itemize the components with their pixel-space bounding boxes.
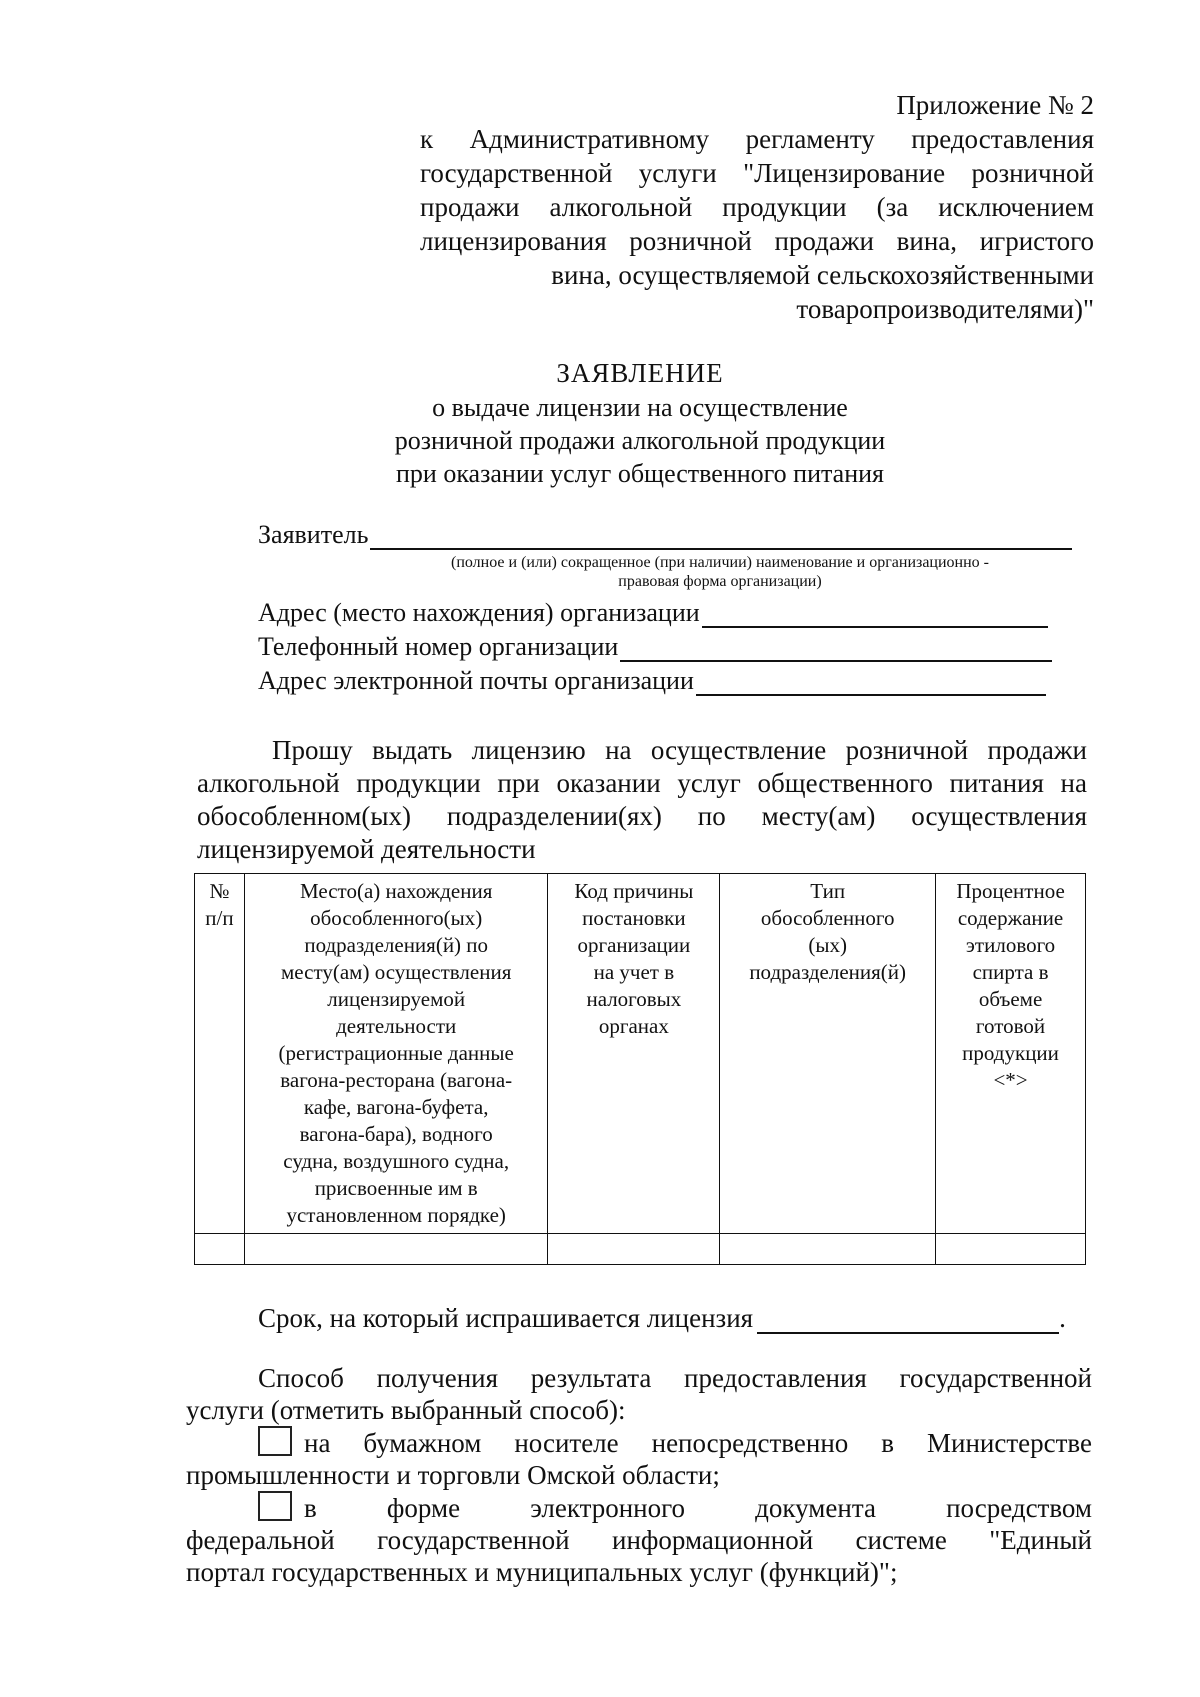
header-text: готовой <box>975 1014 1046 1038</box>
header-text: деятельности <box>336 1014 457 1038</box>
applicant-input-line[interactable] <box>370 524 1072 550</box>
header-text: подразделения(й) <box>749 960 907 984</box>
table-cell[interactable] <box>548 1234 720 1265</box>
appendix-line: вина, осуществляемой сельскохозяйственными <box>551 260 1094 290</box>
title-sub-line: розничной продажи алкогольной продукции <box>394 426 886 455</box>
header-text: Место(а) нахождения <box>299 879 493 903</box>
header-text: № <box>209 879 230 903</box>
header-text: подразделения(й) по <box>304 933 489 957</box>
option-electronic-line: федеральной государственной информационной системе "Единый <box>186 1525 1092 1555</box>
header-text: (регистрационные данные <box>278 1041 514 1065</box>
term-label: Срок, на который испрашивается лицензия <box>258 1303 754 1333</box>
applicant-field <box>258 520 1072 550</box>
term-input-line[interactable] <box>757 1308 1059 1334</box>
caption-line: (полное и (или) сокращенное (при наличии) наименование и организационно - <box>450 554 989 571</box>
email-input-line[interactable] <box>696 670 1046 696</box>
email-field <box>258 666 1046 696</box>
header-text: вагона-бара), водного <box>299 1122 493 1146</box>
address-field <box>258 598 1048 628</box>
phone-field <box>258 632 1052 662</box>
caption-line: правовая форма организации) <box>618 573 822 590</box>
document-title <box>300 355 980 490</box>
option-electronic-line: портал государственных и муниципальных услуг (функций)"; <box>186 1557 898 1587</box>
appendix-header <box>420 88 1094 326</box>
appendix-line: продажи алкогольной продукции (за исключением <box>420 192 1094 222</box>
appendix-line: государственной услуги "Лицензирование розничной <box>420 158 1094 188</box>
header-text: обособленного(ых) <box>310 906 483 930</box>
header-text: судна, воздушного судна, <box>283 1149 510 1173</box>
appendix-line: лицензирования розничной продажи вина, игристого <box>420 226 1094 256</box>
table-cell[interactable] <box>936 1234 1086 1265</box>
title-main: ЗАЯВЛЕНИЕ <box>556 358 724 388</box>
title-sub-line: при оказании услуг общественного питания <box>395 459 885 488</box>
option-electronic <box>186 1491 1092 1524</box>
header-cell-location <box>244 874 548 1234</box>
table-cell[interactable] <box>195 1234 245 1265</box>
header-text: Процентное <box>956 879 1065 903</box>
address-label: Адрес (место нахождения) организации <box>258 598 700 627</box>
header-text: присвоенные им в <box>314 1176 478 1200</box>
option-electronic-line: в форме электронного документа посредством <box>304 1493 1092 1523</box>
header-cell-type <box>720 874 936 1234</box>
header-text: вагона-ресторана (вагона- <box>280 1068 513 1092</box>
header-text: Тип <box>810 879 846 903</box>
request-paragraph <box>197 734 1087 866</box>
option-paper <box>186 1426 1092 1459</box>
method-intro-line: услуги (отметить выбранный способ): <box>186 1395 626 1425</box>
table-cell[interactable] <box>720 1234 936 1265</box>
table-row <box>195 1234 1086 1265</box>
checkbox-electronic[interactable] <box>258 1491 292 1521</box>
header-text: на учет в <box>593 960 675 984</box>
applicant-label: Заявитель <box>258 520 369 549</box>
request-line: алкогольной продукции при оказании услуг общественного питания на <box>197 768 1087 798</box>
header-text: Код причины <box>574 879 694 903</box>
header-cell-number <box>195 874 245 1234</box>
appendix-line: товаропроизводителями)" <box>796 294 1094 324</box>
header-text: месту(ам) осуществления <box>281 960 512 984</box>
header-text: организации <box>577 933 691 957</box>
license-term-field <box>258 1302 1066 1334</box>
header-text: содержание <box>957 906 1064 930</box>
email-label: Адрес электронной почты организации <box>258 666 694 695</box>
applicant-caption <box>370 553 1070 591</box>
header-text: лицензируемой <box>327 987 466 1011</box>
header-text: постановки <box>582 906 686 930</box>
header-text: кафе, вагона-буфета, <box>303 1095 489 1119</box>
option-paper-line: на бумажном носителе непосредственно в Министерстве <box>304 1428 1092 1458</box>
address-input-line[interactable] <box>702 602 1048 628</box>
header-text: п/п <box>205 906 234 930</box>
header-text: (ых) <box>808 933 847 957</box>
header-text: этилового <box>965 933 1056 957</box>
table-cell[interactable] <box>244 1234 548 1265</box>
term-end: . <box>1059 1303 1066 1333</box>
title-sub-line: о выдаче лицензии на осуществление <box>432 393 848 422</box>
header-text: <*> <box>993 1068 1028 1092</box>
table-header-row <box>195 874 1086 1234</box>
header-text: продукции <box>962 1041 1059 1065</box>
appendix-number: Приложение № 2 <box>896 90 1094 120</box>
header-text: спирта в <box>972 960 1049 984</box>
subdivision-table <box>194 873 1086 1265</box>
checkbox-paper[interactable] <box>258 1426 292 1456</box>
option-paper-line: промышленности и торговли Омской области; <box>186 1460 720 1490</box>
receipt-method <box>186 1362 1092 1588</box>
request-line: Прошу выдать лицензию на осуществление розничной продажи <box>272 735 1087 765</box>
phone-label: Телефонный номер организации <box>258 632 619 661</box>
header-text: органах <box>598 1014 669 1038</box>
appendix-line: к Административному регламенту предоставления <box>420 124 1094 154</box>
method-intro-line: Способ получения результата предоставления государственной <box>258 1363 1092 1393</box>
header-text: установленном порядке) <box>286 1203 506 1227</box>
header-text: обособленного <box>760 906 895 930</box>
header-text: налоговых <box>586 987 682 1011</box>
request-line: лицензируемой деятельности <box>197 834 536 864</box>
header-cell-kpp <box>548 874 720 1234</box>
header-cell-alcohol-percent <box>936 874 1086 1234</box>
phone-input-line[interactable] <box>620 636 1052 662</box>
header-text: объеме <box>978 987 1043 1011</box>
request-line: обособленном(ых) подразделении(ях) по месту(ам) осуществления <box>197 801 1087 831</box>
